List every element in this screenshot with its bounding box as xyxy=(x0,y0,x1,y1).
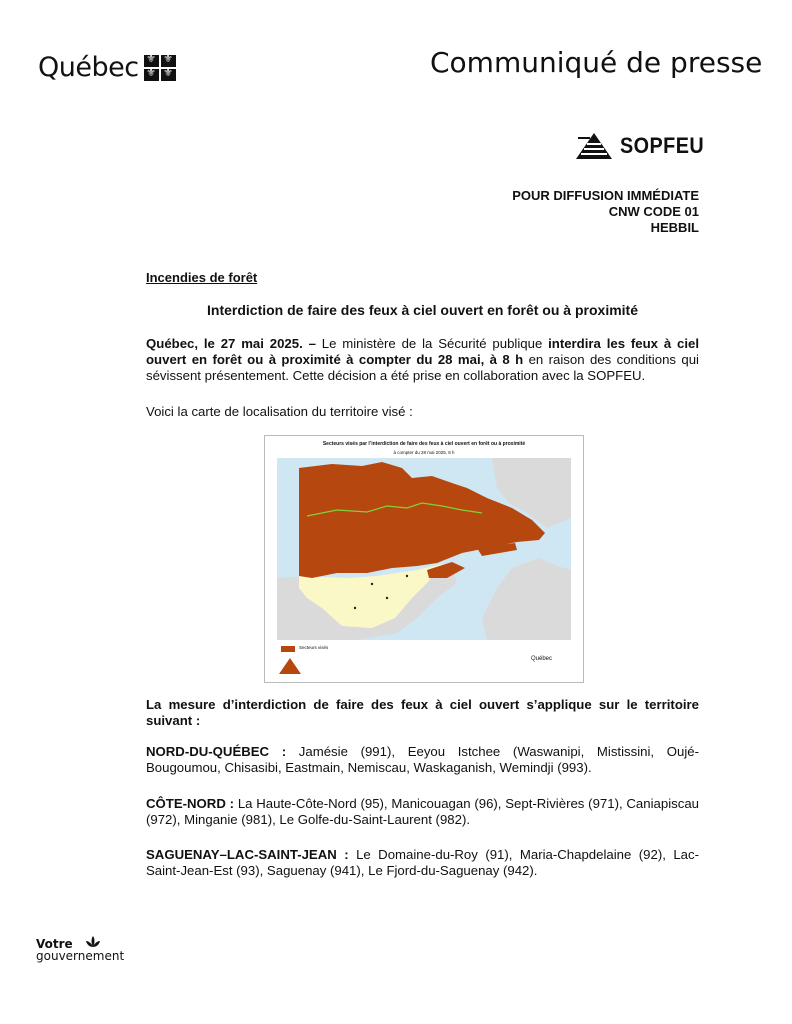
legend-label: Secteurs visés xyxy=(299,645,329,650)
map-intro: Voici la carte de localisation du territoire visé : xyxy=(146,404,413,419)
footer-line-1: Votre xyxy=(36,937,73,951)
map-subtitle: à compter du 28 mai 2025, 8 h xyxy=(393,450,455,455)
legend-swatch xyxy=(281,646,295,652)
sopfeu-logo xyxy=(574,131,713,161)
leaf-icon xyxy=(84,935,102,949)
map-legend xyxy=(277,644,571,678)
territory-map xyxy=(264,435,584,683)
votre-gouvernement-logo xyxy=(36,938,124,962)
quebec-logo xyxy=(38,52,176,83)
footer-line-2: gouvernement xyxy=(36,949,125,963)
sopfeu-triangle-icon xyxy=(574,131,614,161)
section-title: Incendies de forêt xyxy=(146,270,258,285)
region-cote-nord: CÔTE-NORD : La Haute-Côte-Nord (95), Manicouagan (96), Sept-Rivières (971), Caniapiscau (972), Minganie (981), Le Golfe-du-Saint-Laurent (982). xyxy=(146,796,699,827)
region-nord-du-quebec: NORD-DU-QUÉBEC : Jamésie (991), Eeyou Istchee (Waswanipi, Mistissini, Oujé-Bougoumou, Chisasibi, Eastmain, Nemiscau, Waskaganish, Wemindji (993). xyxy=(146,744,699,775)
release-line-3: HEBBIL xyxy=(650,220,699,235)
map-ministry-logo: Québec xyxy=(531,656,553,662)
press-release-title: Communiqué de presse xyxy=(430,46,763,79)
dateline: Québec, le 27 mai 2025. – xyxy=(146,336,316,351)
map-title: Secteurs visés par l’interdiction de faire des feux à ciel ouvert en forêt ou à proximité xyxy=(322,441,526,447)
map-image xyxy=(277,458,571,640)
sopfeu-small-logo-icon xyxy=(277,656,303,676)
headline: Interdiction de faire des feux à ciel ouvert en forêt ou à proximité xyxy=(207,302,638,318)
release-info xyxy=(512,188,699,236)
intro-paragraph: Québec, le 27 mai 2025. – Le ministère de la Sécurité publique interdira les feux à ciel ouvert en forêt ou à proximité à compter du 28 mai, à 8 h en raison des conditions qui sévissent présentement. Cette décision a été prise en collaboration avec la SOPFEU. xyxy=(146,336,699,383)
territory-intro: La mesure d’interdiction de faire des feux à ciel ouvert s’applique sur le territoire suivant : xyxy=(146,697,699,728)
fleur-de-lis-icon xyxy=(144,55,176,81)
quebec-logo-text: Québec xyxy=(38,52,139,83)
region-saguenay: SAGUENAY–LAC-SAINT-JEAN : Le Domaine-du-Roy (91), Maria-Chapdelaine (92), Lac-Saint-Jean-Est (93), Saguenay (941), Le Fjord-du-Saguenay (942). xyxy=(146,847,699,878)
release-line-2: CNW CODE 01 xyxy=(608,204,699,219)
sopfeu-logo-text: SOPFEU xyxy=(620,133,705,158)
release-line-1: POUR DIFFUSION IMMÉDIATE xyxy=(512,188,699,203)
